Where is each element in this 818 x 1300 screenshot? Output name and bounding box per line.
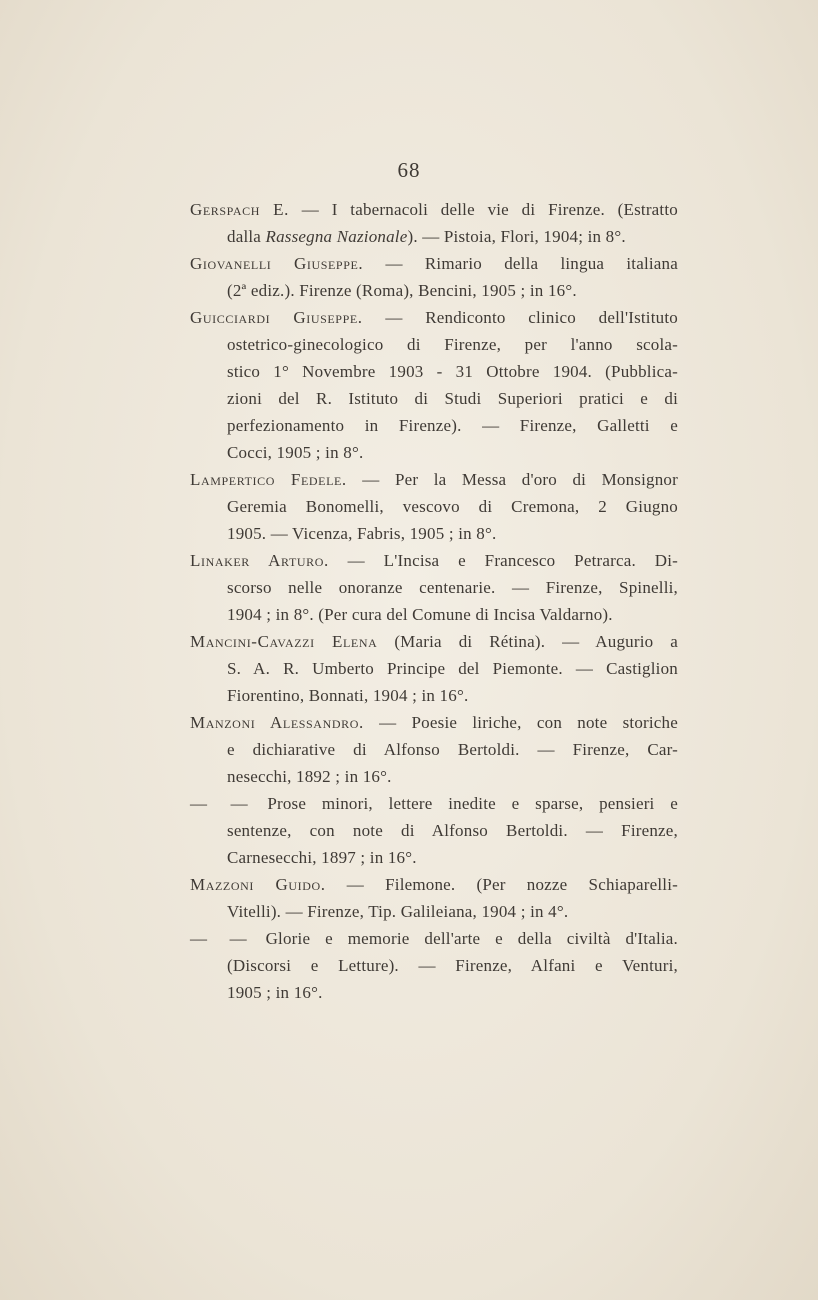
entry-line: zioni del R. Istituto di Studi Superiori pratici e di [227,389,678,408]
entry-line: (2ª ediz.). Firenze (Roma), Bencini, 1905 ; in 16°. [227,281,577,300]
entry-line: (Discorsi e Letture). — Firenze, Alfani e Venturi, [227,956,678,975]
entry-text: — Rendiconto clinico dell'Istituto [362,308,678,327]
entry-line: e dichiarative di Alfonso Bertoldi. — Firenze, Car- [227,740,678,759]
entry-line: stico 1° Novembre 1903 - 31 Ottobre 1904. (Pubblica- [227,362,678,381]
bibliography-entry [190,196,678,250]
entry-first-line [190,709,678,736]
entry-author: Mazzoni Guido. [190,875,326,894]
entry-author: Guicciardi Giuseppe. [190,308,363,327]
entry-line: 1904 ; in 8°. (Per cura del Comune di Incisa Valdarno). [227,605,613,624]
entry-line: S. A. R. Umberto Principe del Piemonte. — Castiglion [227,659,678,678]
entry-text: Glorie e memorie dell'arte e della civiltà d'Italia. [250,929,678,948]
entry-text: dalla [227,227,266,246]
bibliography-entry [190,466,678,547]
entry-first-line [190,196,678,223]
entry-author: Mancini-Cavazzi Elena [190,632,378,651]
entry-line: Geremia Bonomelli, vescovo di Cremona, 2 Giugno [227,497,678,516]
entry-first-line [190,547,678,574]
entry-first-line [190,466,678,493]
bibliography-entry [190,547,678,628]
bibliography-entry [190,250,678,304]
entry-author: Manzoni Alessandro. [190,713,364,732]
entry-line: Cocci, 1905 ; in 8°. [227,443,364,462]
entry-line: Carnesecchi, 1897 ; in 16°. [227,848,417,867]
entry-text: — Filemone. (Per nozze Schiaparelli- [325,875,678,894]
entry-first-line [190,871,678,898]
bibliography-entry [190,871,678,925]
bibliography-entry [190,709,678,790]
entry-first-line [190,925,678,952]
entry-line: 1905. — Vicenza, Fabris, 1905 ; in 8°. [227,524,497,543]
entry-text: — I tabernacoli delle vie di Firenze. (Estratto [288,200,678,219]
entry-author: Gerspach E. [190,200,289,219]
entry-text: ). — Pistoia, Flori, 1904; in 8°. [407,227,626,246]
entry-author: Giovanelli Giuseppe. [190,254,364,273]
entry-author: Lampertico Fedele. [190,470,347,489]
entry-first-line [190,790,678,817]
entry-line: scorso nelle onoranze centenarie. — Firenze, Spinelli, [227,578,678,597]
entry-text: — Per la Messa d'oro di Monsignor [346,470,678,489]
ditto-dash: — — [190,794,252,813]
journal-title: Rassegna Nazionale [265,227,408,246]
entry-line: ostetrico-ginecologico di Firenze, per l'anno scola- [227,335,678,354]
entry-line: Vitelli). — Firenze, Tip. Galileiana, 1904 ; in 4°. [227,902,569,921]
entry-line: nesecchi, 1892 ; in 16°. [227,767,392,786]
entry-line: sentenze, con note di Alfonso Bertoldi. — Firenze, [227,821,678,840]
entry-text: (Maria di Rétina). — Augurio a [377,632,679,651]
bibliography-entry [190,925,678,1006]
bibliography-entry [190,304,678,466]
bibliography-entry [190,790,678,871]
ditto-dash: — — [190,929,251,948]
bibliography-entry [190,628,678,709]
entry-line: 1905 ; in 16°. [227,983,323,1002]
entry-text: — Poesie liriche, con note storiche [363,713,678,732]
page-number: 68 [397,158,421,182]
entry-text: — L'Incisa e Francesco Petrarca. Di- [328,551,678,570]
entry-line: perfezionamento in Firenze). — Firenze, Galletti e [227,416,678,435]
entry-author: Linaker Arturo. [190,551,329,570]
bibliography-list [190,196,678,1006]
entry-first-line [190,250,678,277]
entry-line [190,223,678,250]
entry-line: Fiorentino, Bonnati, 1904 ; in 16°. [227,686,469,705]
entry-text: — Rimario della lingua italiana [363,254,678,273]
entry-first-line [190,628,678,655]
entry-text: Prose minori, lettere inedite e sparse, pensieri e [251,794,678,813]
entry-first-line [190,304,678,331]
